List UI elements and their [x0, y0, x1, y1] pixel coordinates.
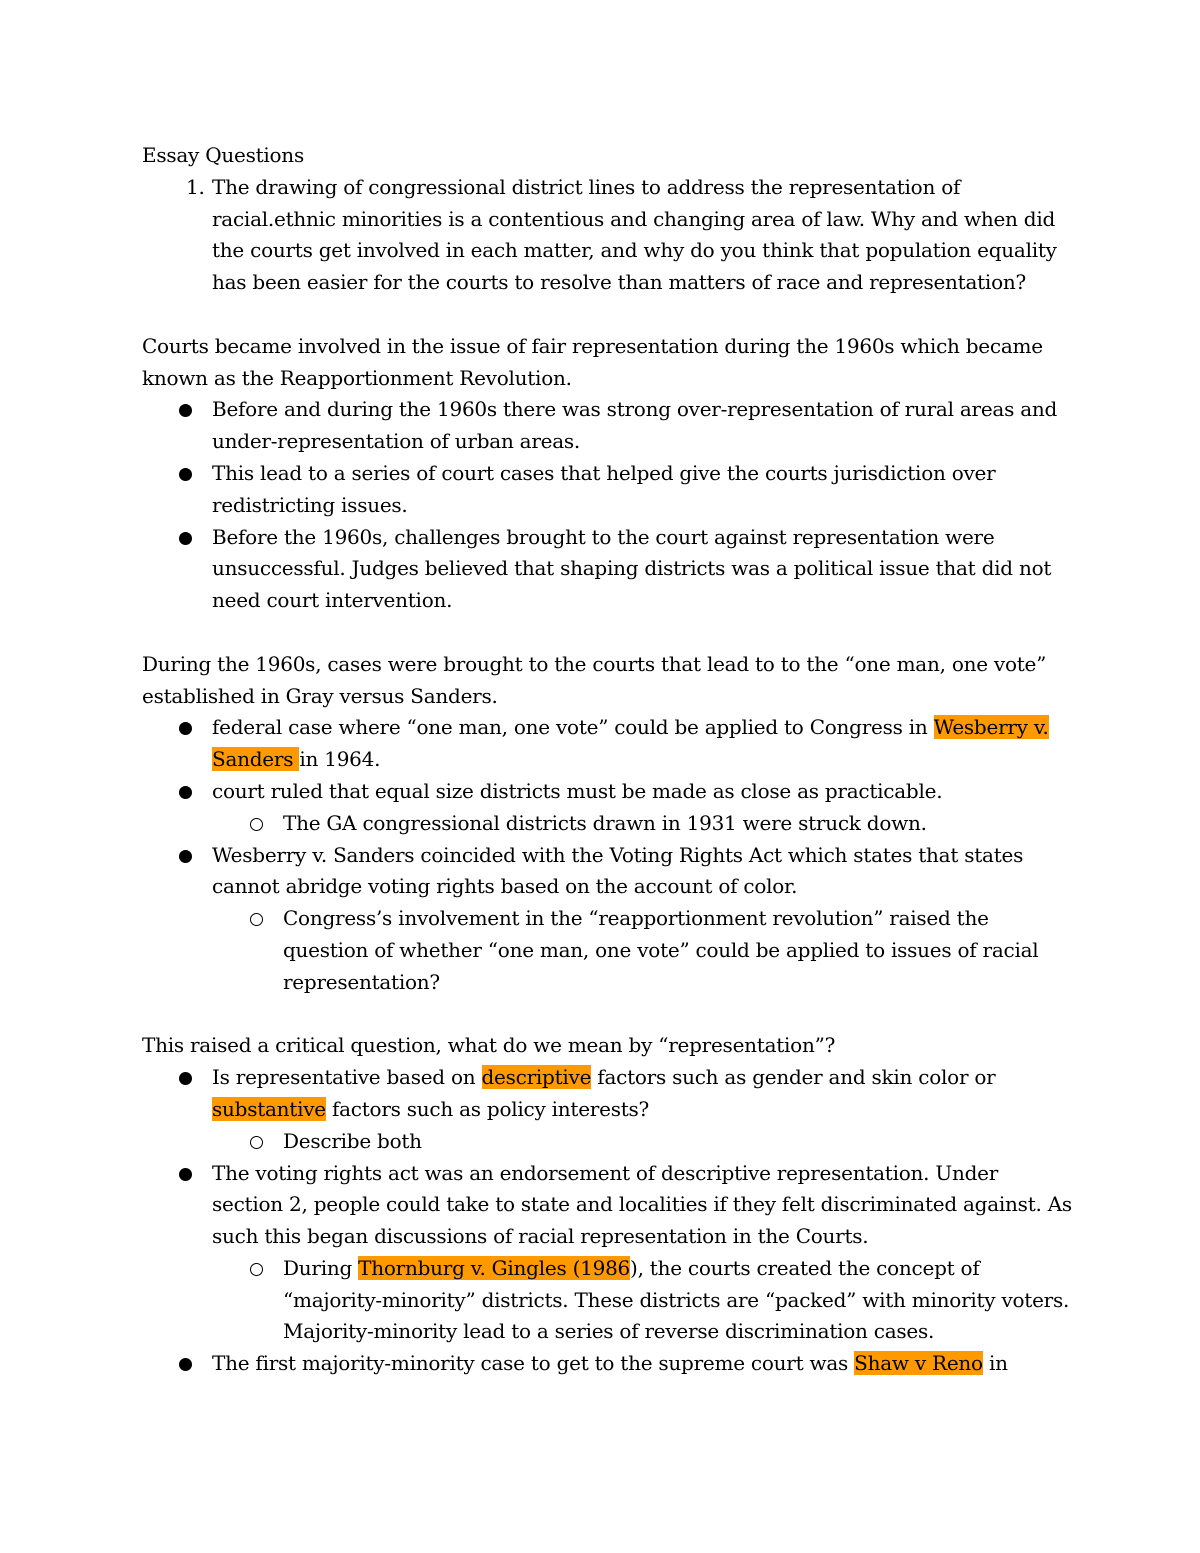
list-item: Before the 1960s, challenges brought to the court against representation were unsuccessful. Judges believed that shaping districts was a political issue that did not need court intervention. — [142, 522, 1072, 617]
sub-list — [212, 1253, 1072, 1348]
section2-bullets — [142, 712, 1072, 998]
bullet-icon — [179, 722, 192, 735]
sub-list-item: The GA congressional districts drawn in 1931 were struck down. — [142, 808, 1072, 840]
list-item: Before and during the 1960s there was strong over-representation of rural areas and under-representation of urban areas. — [142, 394, 1072, 458]
section1-intro: Courts became involved in the issue of fair representation during the 1960s which became known as the Reapportionment Revolution. — [142, 333, 1043, 390]
section2-intro: During the 1960s, cases were brought to the courts that lead to to the “one man, one vote” established in Gray versus Sanders. — [142, 651, 1047, 708]
highlighted-case: Shaw v Reno — [854, 1351, 983, 1376]
sub-list — [212, 808, 1072, 840]
highlighted-case: Wesberry v. Sanders — [212, 715, 1049, 772]
list-item: federal case where “one man, one vote” could be applied to Congress in Wesberry v. Sanders in 1964. — [142, 712, 1072, 776]
list-item: The voting rights act was an endorsement of descriptive representation. Under section 2, people could take to state and localities if they felt discriminated against. As such this began discussions of racial representation in the Courts. During Thornburg v. Gingles (1986), the courts created the concept of “majority-minority” districts. These districts are “packed” with minority voters. Majority-minority lead to a series of reverse discrimination cases. — [142, 1158, 1072, 1349]
sub-list — [212, 903, 1072, 998]
question-list — [142, 172, 1072, 299]
bullet-icon — [179, 850, 192, 863]
sub-list — [212, 1126, 1072, 1158]
hollow-bullet-icon — [250, 1136, 263, 1149]
question-item — [142, 172, 1072, 299]
sub-list-item: Congress’s involvement in the “reapportionment revolution” raised the question of whether “one man, one vote” could be applied to issues of racial representation? — [142, 903, 1072, 998]
section3-intro: This raised a critical question, what do we mean by “representation”? — [142, 1033, 836, 1058]
hollow-bullet-icon — [250, 913, 263, 926]
bullet-icon — [179, 404, 192, 417]
hollow-bullet-icon — [250, 1263, 263, 1276]
bullet-icon — [179, 532, 192, 545]
list-item: court ruled that equal size districts must be made as close as practicable. The GA congressional districts drawn in 1931 were struck down. — [142, 776, 1072, 840]
bullet-icon — [179, 1358, 192, 1371]
section3-bullets — [142, 1062, 1072, 1380]
page-title: Essay Questions — [142, 143, 304, 167]
highlighted-term: descriptive — [481, 1065, 592, 1090]
question-number: 1. — [186, 174, 205, 199]
sub-list-item: During Thornburg v. Gingles (1986), the courts created the concept of “majority-minority” districts. These districts are “packed” with minority voters. Majority-minority lead to a series of reverse discrimination cases. — [142, 1253, 1072, 1348]
sub-list-item: Describe both — [142, 1126, 1072, 1158]
bullet-icon — [179, 468, 192, 481]
highlighted-term: substantive — [212, 1096, 326, 1121]
section1-bullets — [142, 394, 1072, 617]
bullet-icon — [179, 786, 192, 799]
bullet-icon — [179, 1072, 192, 1085]
list-item: Wesberry v. Sanders coincided with the Voting Rights Act which states that states cannot abridge voting rights based on the account of color. Congress’s involvement in the “reapportionment revolution” raised the question of whether “one man, one vote” could be applied to issues of racial representation? — [142, 840, 1072, 999]
list-item: Is representative based on descriptive factors such as gender and skin color or substantive factors such as policy interests? Describe both — [142, 1062, 1072, 1157]
highlighted-case: Thornburg v. Gingles (1986 — [358, 1255, 631, 1280]
question-text: The drawing of congressional district lines to address the representation of racial.ethnic minorities is a contentious and changing area of law. Why and when did the courts get involved in each matter, and why do you think that population equality has been easier for the courts to resolve than matters of race and representation? — [212, 174, 1057, 295]
bullet-icon — [179, 1168, 192, 1181]
list-item: This lead to a series of court cases that helped give the courts jurisdiction over redistricting issues. — [142, 458, 1072, 522]
hollow-bullet-icon — [250, 818, 263, 831]
document-body — [142, 140, 1072, 1380]
list-item: The first majority-minority case to get to the supreme court was Shaw v Reno in — [142, 1348, 1072, 1380]
